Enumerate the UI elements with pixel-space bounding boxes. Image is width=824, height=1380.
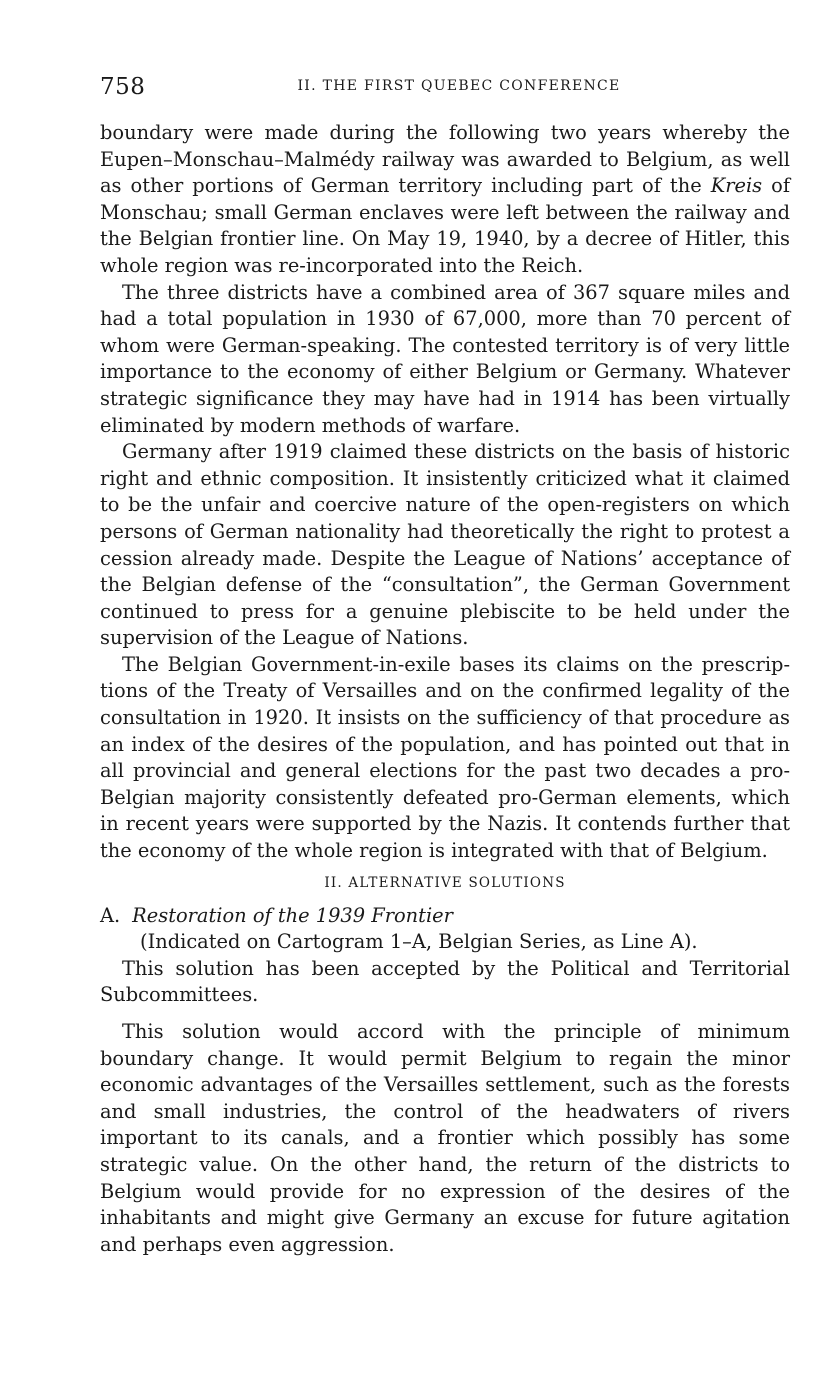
running-head: II. THE FIRST QUEBEC CONFERENCE — [297, 78, 621, 94]
paragraph-continuation — [100, 120, 790, 280]
paragraph: This solution has been accepted by the Political and Territorial Subcommittees. — [100, 956, 790, 1007]
paragraph: The three districts have a combined area of 367 square miles and had a total population in 1930 of 67,000, more than 70 percent of whom were German-speaking. The contested territory is of very little importance to the economy of either Belgium or Germany. Whatever strategic significance they may have had in 1914 has been virtually eliminated by modern methods of warfare. — [100, 280, 790, 437]
page-content — [100, 72, 790, 1258]
paragraph: The Belgian Government-in-exile bases its claims on the prescriptions of the Treaty of Versailles and on the confirmed legality of the consultation in 1920. It insists on the sufficiency of that procedure as an index of the desires of the population, and has pointed out that in all provincial and general elections for the past two decades a pro-Belgian majority consistently defeated pro-German elements, which in recent years were supported by the Nazis. It contends further that the economy of the whole region is integrated with that of Belgium. — [100, 652, 790, 863]
subsection-letter: A. — [100, 903, 121, 927]
paragraph-text: boundary were made during the following two years whereby the Eupen–Monschau–Malmédy railway was awarded to Belgium, as well as other portions of German territory including part of the — [100, 121, 790, 198]
paragraph-gap — [100, 1009, 790, 1019]
subsection-title: Restoration of the 1939 Frontier — [132, 903, 453, 927]
cartogram-reference: (Indicated on Cartogram 1–A, Belgian Series, as Line A). — [140, 930, 698, 954]
section-heading: II. ALTERNATIVE SOLUTIONS — [324, 874, 566, 891]
subsection-heading — [100, 903, 790, 930]
paragraph: This solution would accord with the principle of minimum boundary change. It would permit Belgium to regain the minor economic advantages of the Versailles settlement, such as the forests and small industries, the control of the headwaters of rivers important to its canals, and a frontier which possibly has some strategic value. On the other hand, the return of the districts to Belgium would provide for no expression of the desires of the inhabitants and might give Germany an excuse for future agitation and perhaps even aggression. — [100, 1020, 790, 1256]
paragraph: Germany after 1919 claimed these districts on the basis of historic right and ethnic composition. It insistently criticized what it claimed to be the unfair and coercive nature of the open-registers on which persons of German nationality had theoretically the right to protest a cession already made. Despite the League of Nations’ acceptance of the Belgian defense of the “consultation”, the German Government continued to press for a genuine plebiscite to be held under the supervision of the League of Nations. — [100, 440, 790, 650]
page-header — [100, 72, 790, 108]
page-number: 758 — [100, 74, 146, 100]
italic-term: Kreis — [710, 174, 763, 198]
paragraph-text: of Monschau; small German enclaves were left between the railway and the Belgian frontier line. On May 19, 1940, by a decree of Hitler, this whole region was re-incorporated into the Reich. — [100, 174, 791, 277]
